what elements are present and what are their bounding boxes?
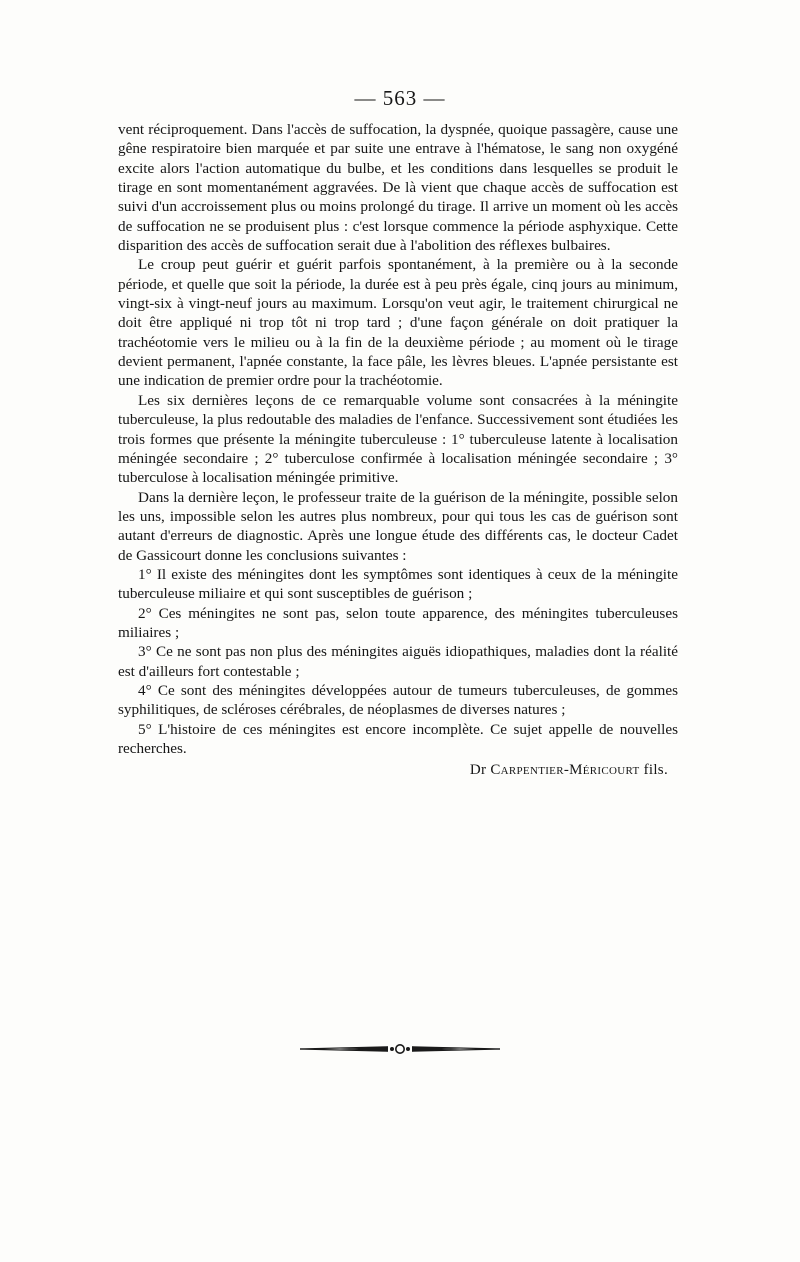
conclusion-1: 1° Il existe des méningites dont les symptômes sont identiques à ceux de la méningite tuberculeuse miliaire et qui sont susceptibles de guérison ; (118, 565, 678, 603)
signature-title: Dr (469, 762, 487, 779)
article-text (118, 120, 678, 781)
conclusion-3: 3° Ce ne sont pas non plus des méningites aiguës idiopathiques, maladies dont la réalité est d'ailleurs fort contestable ; (118, 643, 678, 680)
conclusion-5: 5° L'histoire de ces méningites est encore incomplète. Ce sujet appelle de nouvelles recherches. (118, 720, 678, 757)
paragraph-meningite-intro: Les six dernières leçons de ce remarquable volume sont consacrées à la méningite tuberculeuse, la plus redoutable des maladies de l'enfance. Successivement sont étudiées les trois formes que présente la méningite tuberculeuse : 1° tuberculeuse latente à localisation méningée secondaire ; 2° tuberculose confirmée à localisation méningée secondaire ; 3° tuberculose à localisation méningée primitive. (118, 391, 678, 487)
signature-name: Carpentier-Méricourt (490, 762, 640, 779)
double-line-ornament-icon (300, 1042, 500, 1056)
page-number: — 563 — (354, 86, 446, 110)
conclusion-2: 2° Ces méningites ne sont pas, selon toute apparence, des méningites tuberculeuses miliaires ; (118, 604, 678, 641)
author-signature (118, 761, 678, 780)
paragraph-croup: Le croup peut guérir et guérit parfois spontanément, à la première ou à la seconde période, et quelle que soit la période, la durée est à peu près égale, cinq jours au minimum, vingt-six à vingt-neuf jours au maximum. Lorsqu'on veut agir, le traitement chirurgical ne doit être appliqué ni trop tôt ni trop tard ; d'une façon générale on doit pratiquer la trachéotomie vers le milieu ou à la fin de la deuxième période ; au moment où le tirage devient permanent, l'apnée constante, la face pâle, les lèvres bleues. L'apnée persistante est une indication de premier ordre pour la trachéotomie. (118, 256, 678, 390)
signature-suffix: fils. (643, 762, 668, 779)
conclusion-4: 4° Ce sont des méningites développées autour de tumeurs tuberculeuses, de gommes syphilitiques, de scléroses cérébrales, de néoplasmes de diverses natures ; (118, 681, 678, 719)
paragraph-derniere-lecon: Dans la dernière leçon, le professeur traite de la guérison de la méningite, possible selon les uns, impossible selon les autres plus nombreux, pour qui tous les cas de guérison sont autant d'erreurs de diagnostic. Après une longue étude des différents cas, le docteur Cadet de Gassicourt donne les conclusions suivantes : (118, 488, 678, 564)
paragraph-suffocation: vent réciproquement. Dans l'accès de suffocation, la dyspnée, quoique passagère, cause une gêne respiratoire bien marquée et par suite une entrave à l'hématose, le sang non oxygéné excite alors l'action automatique du bulbe, et les conditions dans lesquelles se produit le tirage en sont momentanément aggravées. De là vient que chaque accès de suffocation est suivi d'un accroissement plus ou moins prolongé du tirage. Il arrive un moment où les accès de suffocation ne se produisent plus : c'est lorsque commence la période asphyxique. Cette disparition des accès de suffocation serait due à l'abolition des réflexes bulbaires. (118, 121, 678, 255)
